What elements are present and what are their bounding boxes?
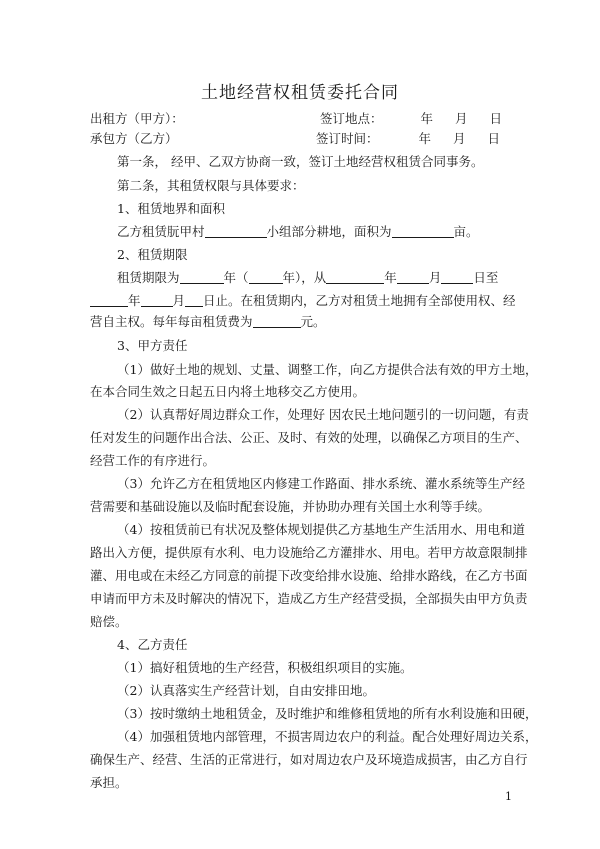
blank-line <box>326 271 384 284</box>
header-row-lessor <box>90 111 184 127</box>
blank-line <box>180 271 224 284</box>
s2-text: 月 <box>172 293 186 308</box>
sign-place-year: 年 <box>420 111 434 126</box>
s3-p3-line: （3）允许乙方在租赁地区内修建工作路面、排水系统、灌水系统等生产经 <box>117 476 525 491</box>
sign-place-day: 日 <box>489 111 503 126</box>
s2-text: 年（ <box>223 270 249 285</box>
s3-p1-line: （1）做好土地的规划、丈量、调整工作，向乙方提供合法有效的甲方土地， <box>117 362 538 377</box>
blank-line <box>205 225 267 238</box>
section-2-line-3 <box>90 314 326 330</box>
s4-p1-line: （1）搞好租赁地的生产经营，积极组织项目的实施。 <box>117 660 413 675</box>
lessee-label: 承包方（乙方） <box>90 131 178 146</box>
s2-text: 日止。在租赁期内，乙方对租赁土地拥有全部使用权、经 <box>203 293 516 308</box>
section-2-heading: 2、租赁期限 <box>117 247 188 262</box>
section-1-heading: 1、租赁地界和面积 <box>117 201 225 216</box>
s2-text: 日至 <box>473 270 499 285</box>
s3-p2-line: （2）认真帮好周边群众工作，处理好 因农民土地问题引的一切问题，有责 <box>117 407 529 422</box>
document-title: 土地经营权租赁委托合同 <box>201 83 399 103</box>
s1-text-b: 小组部分耕地，面积为 <box>266 224 392 239</box>
s2-text: 年 <box>384 270 397 285</box>
lessor-label: 出租方（甲方）： <box>90 111 184 126</box>
section-4-heading: 4、乙方责任 <box>117 637 188 652</box>
s4-p2-line: （2）认真落实生产经营计划，自由安排田地。 <box>117 683 375 698</box>
s4-p4-line: 承担。 <box>90 775 128 790</box>
header-row-lessee <box>90 131 178 147</box>
header-row-sign-time <box>316 131 500 147</box>
blank-line <box>141 294 173 307</box>
section-2-line-2 <box>90 293 516 309</box>
sign-place-label: 签订地点： <box>320 111 383 126</box>
s4-p4-line: 确保生产、经营、生活的正常进行，如对周边农户及环境造成损害，由乙方自行 <box>90 752 528 767</box>
section-1-line <box>117 224 479 240</box>
s3-p3-line: 营需要和基础设施以及临时配套设施，并协助办理有关国土水利等手续。 <box>90 499 491 514</box>
blank-line <box>392 225 454 238</box>
s3-p4-line: （4）按租赁前已有状况及整体规划提供乙方基地生产生活用水、用电和道 <box>117 522 525 537</box>
s1-text-c: 亩。 <box>453 224 479 239</box>
blank-line <box>90 294 128 307</box>
s2-text: 营自主权。每年每亩租赁费为 <box>90 314 253 329</box>
section-3-heading: 3、甲方责任 <box>117 338 188 353</box>
sign-time-label: 签订时间： <box>316 131 379 146</box>
s3-p2-line: 经营工作的有序进行。 <box>90 453 216 468</box>
article-1: 第一条， 经甲、乙双方协商一致，签订土地经营权租赁合同事务。 <box>117 154 484 169</box>
s2-text: 月 <box>428 270 442 285</box>
s3-p2-line: 任对发生的问题作出合法、公正、及时、有效的处理，以确保乙方项目的生产、 <box>90 430 528 445</box>
sign-place-month: 月 <box>455 111 468 126</box>
s3-p4-line: 赔偿。 <box>90 614 128 629</box>
blank-line <box>185 294 203 307</box>
s1-text-a: 乙方租赁朊甲村 <box>117 224 205 239</box>
s2-text: 租赁期限为 <box>117 270 180 285</box>
blank-line <box>397 271 429 284</box>
sign-time-year: 年 <box>418 131 432 146</box>
s2-text: 年 <box>128 293 141 308</box>
article-2: 第二条，其租赁权限与具体要求： <box>117 178 305 193</box>
s2-text: 元。 <box>300 314 326 329</box>
s3-p4-line: 申请而甲方未及时解决的情况下，造成乙方生产经营受损，全部损失由甲方负责 <box>90 591 528 606</box>
sign-time-month: 月 <box>453 131 466 146</box>
s3-p4-line: 路出入方便，提供原有水利、电力设施给乙方灌排水、用电。若甲方故意限制排 <box>90 545 528 560</box>
s2-text: 年），从 <box>282 270 327 285</box>
page-number: 1 <box>505 790 512 803</box>
s4-p3-line: （3）按时缴纳土地租赁金，及时维护和维修租赁地的所有水利设施和田硬， <box>117 706 538 721</box>
section-2-line-1 <box>117 270 498 286</box>
blank-line <box>253 315 301 328</box>
s3-p1-line: 在本合同生效之日起五日内将土地移交乙方使用。 <box>90 384 366 399</box>
s4-p4-line: （4）加强租赁地内部管理，不损害周边农户的利益。配合处理好周边关系， <box>117 729 538 744</box>
blank-line <box>249 271 283 284</box>
blank-line <box>441 271 473 284</box>
s3-p4-line: 灌、用电或在未经乙方同意的前提下改变给排水设施、给排水路线，在乙方书面 <box>90 568 528 583</box>
sign-time-day: 日 <box>487 131 501 146</box>
header-row-sign-place <box>320 111 502 127</box>
